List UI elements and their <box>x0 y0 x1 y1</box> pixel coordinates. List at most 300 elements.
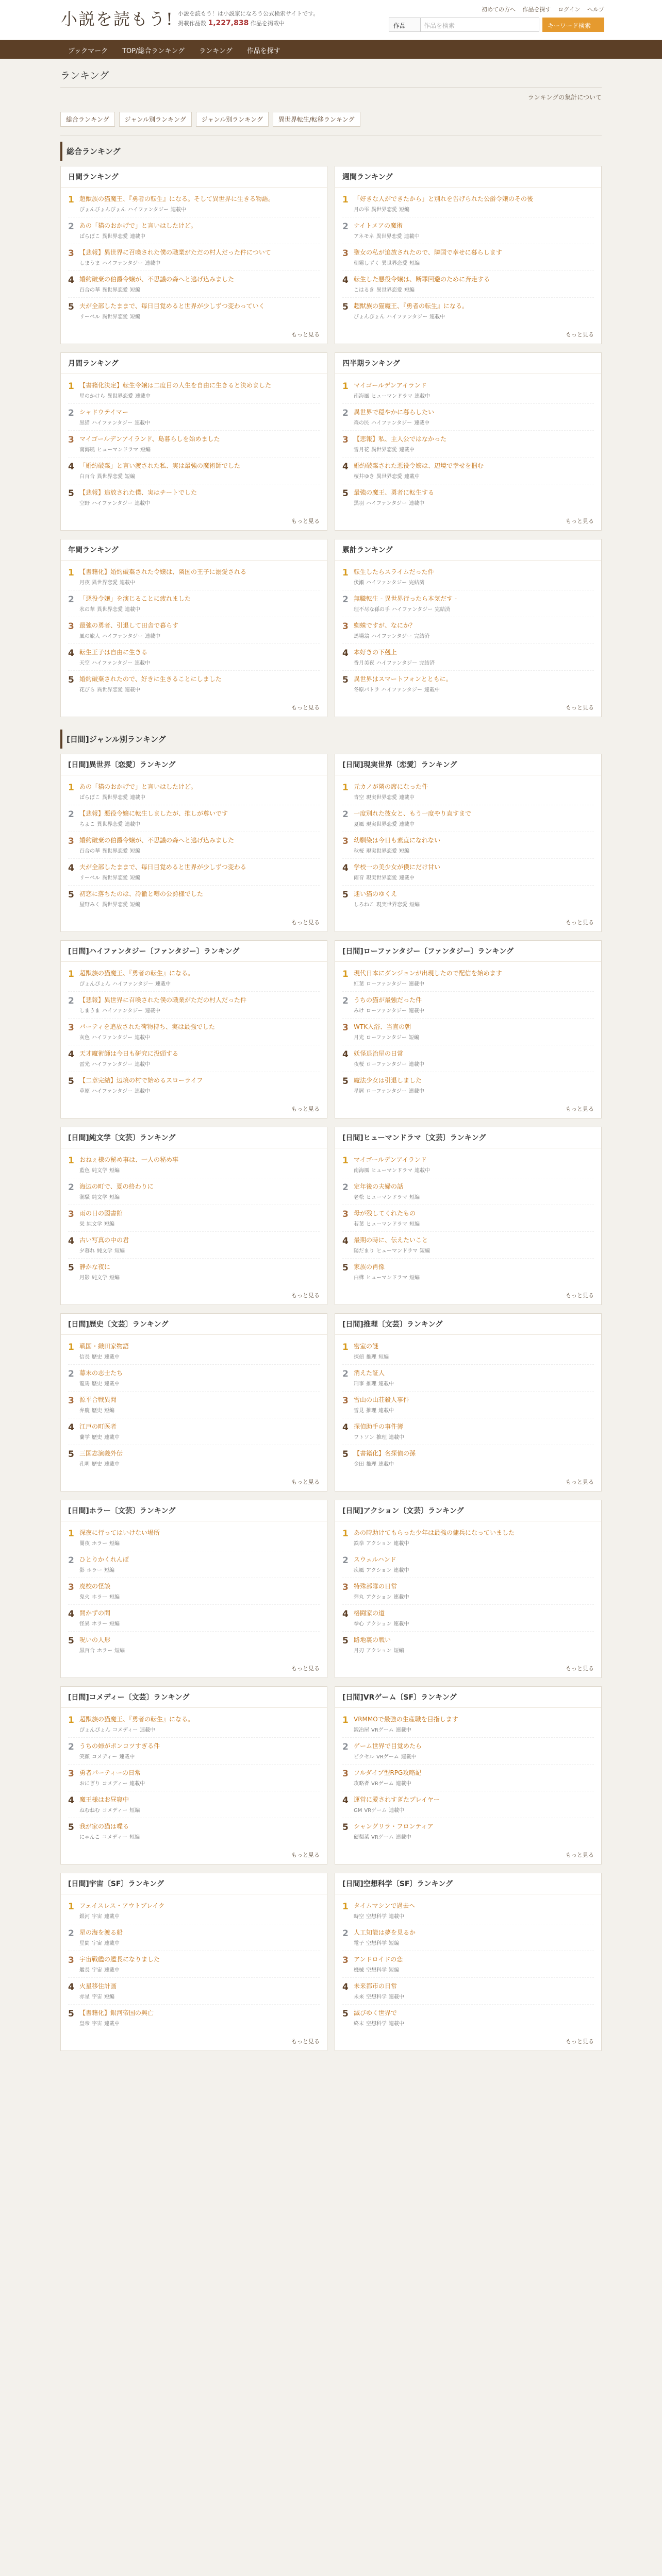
genre-label: ハイファンタジー <box>128 207 169 213</box>
author-link[interactable]: 孔明 <box>79 1462 90 1467</box>
author-link[interactable]: 藍色 <box>79 1168 90 1174</box>
tab-genre[interactable]: ジャンル別ランキング <box>119 112 192 127</box>
work-title-link[interactable]: 【書籍化決定】転生令嬢は二度目の人生を自由に生きると決めました <box>79 382 272 389</box>
work-title-link[interactable]: 雪山の山荘殺人事件 <box>354 1396 410 1403</box>
author-link[interactable]: 時空 <box>354 1914 364 1920</box>
work-title-link[interactable]: マイゴールデンアイランド <box>354 1156 427 1163</box>
work-title-link[interactable]: 【悲報】異世界に召喚された僕の職業がただの村人だった件 <box>79 996 247 1004</box>
more-link[interactable]: もっと見る <box>291 518 320 524</box>
author-link[interactable]: 信長 <box>79 1354 90 1360</box>
author-link[interactable]: 白百合 <box>79 474 95 480</box>
work-title-link[interactable]: 幼馴染は今日も素直になれない <box>354 837 441 844</box>
more-link[interactable]: もっと見る <box>291 919 320 926</box>
author-link[interactable]: 馬場翁 <box>354 634 369 639</box>
work-title-link[interactable]: 【悲報】追放された僕、実はチートでした <box>79 489 197 496</box>
author-link[interactable]: 秋桜 <box>354 849 364 854</box>
work-title-link[interactable]: 星の海を渡る船 <box>79 1929 123 1936</box>
work-title-link[interactable]: 婚約破棄されたので、好きに生きることにしました <box>79 675 222 683</box>
toplink-login[interactable]: ログイン <box>558 6 581 13</box>
status-label: 短編 <box>109 1595 120 1600</box>
author-link[interactable]: 雷光 <box>79 1062 90 1067</box>
work-title-link[interactable]: あの時助けてもらった少年は最強の傭兵になっていました <box>354 1529 515 1536</box>
work-title-link[interactable]: 蜘蛛ですが、なにか？ <box>354 622 416 629</box>
author-link[interactable]: 陽だまり <box>354 1248 374 1254</box>
author-link[interactable]: ぴょんぴょんぴょん <box>79 207 126 213</box>
work-title-link[interactable]: 婚約破棄の伯爵令嬢が、不思議の森へと逃げ込みました <box>79 837 235 844</box>
author-link[interactable]: 栞 <box>79 1222 85 1227</box>
author-link[interactable]: 怪異 <box>79 1621 90 1627</box>
work-title-link[interactable]: 無職転生 - 異世界行ったら本気だす - <box>354 595 457 602</box>
work-title-link[interactable]: 人工知能は夢を見るか <box>354 1929 416 1936</box>
work-title-link[interactable]: 深夜に行ってはいけない場所 <box>79 1529 160 1536</box>
ranking-card-title: 累計ランキング <box>335 539 601 561</box>
ranking-item-body <box>79 1236 320 1254</box>
author-link[interactable]: 刑事 <box>354 1381 364 1387</box>
work-title-link[interactable]: 探偵助手の事件簿 <box>354 1423 404 1430</box>
work-title-link[interactable]: タイムマシンで過去へ <box>354 1902 416 1909</box>
author-link[interactable]: 百合の華 <box>79 849 100 854</box>
author-link[interactable]: 硬梨菜 <box>354 1835 369 1840</box>
author-link[interactable]: 未来 <box>354 1994 364 2000</box>
work-meta <box>79 632 320 639</box>
author-link[interactable]: 闇夜 <box>79 1541 90 1547</box>
nav-bookmark[interactable]: ブックマーク <box>68 47 108 55</box>
work-title-link[interactable]: 我が家の猫は喋る <box>79 1823 129 1830</box>
author-link[interactable]: 桜井ゆき <box>354 474 374 480</box>
more-link[interactable]: もっと見る <box>566 919 594 926</box>
author-link[interactable]: 風の旅人 <box>79 634 100 639</box>
author-link[interactable]: 南海風 <box>79 447 95 453</box>
work-title-link[interactable]: 一度別れた彼女と、もう一度やり直すまで <box>354 810 472 817</box>
ranking-item <box>342 217 594 244</box>
status-label: 連載中 <box>125 687 140 693</box>
work-meta <box>354 259 594 266</box>
ranking-item <box>68 1791 320 1818</box>
author-link[interactable]: 鬼火 <box>79 1595 90 1600</box>
work-title-link[interactable]: 呪いの人形 <box>79 1636 111 1643</box>
toplink-search[interactable]: 作品を探す <box>522 6 551 13</box>
more-link[interactable]: もっと見る <box>291 1665 320 1672</box>
author-link[interactable]: 影 <box>79 1568 85 1573</box>
ranking-item-body <box>79 648 320 666</box>
more-link[interactable]: もっと見る <box>566 518 594 524</box>
ranking-item <box>342 1151 594 1178</box>
ranking-item <box>68 1045 320 1072</box>
work-title-link[interactable]: 最強の勇者、引退して田舎で暮らす <box>79 622 179 629</box>
author-link[interactable]: 冬原パトラ <box>354 687 379 693</box>
author-link[interactable]: 機械 <box>354 1968 364 1973</box>
more-link[interactable]: もっと見る <box>566 331 594 338</box>
rank-number: 2 <box>342 1182 349 1193</box>
author-link[interactable]: 紅葉 <box>354 981 364 987</box>
work-title-link[interactable]: 「好きな人ができたから」と別れを告げられた公爵令嬢のその後 <box>354 195 534 202</box>
author-link[interactable]: 月影 <box>79 1275 90 1281</box>
author-link[interactable]: しろねこ <box>354 902 374 908</box>
ranking-item-body <box>79 1342 320 1360</box>
author-link[interactable]: GM <box>354 1808 362 1814</box>
work-title-link[interactable]: 戦国・織田家物語 <box>79 1343 129 1350</box>
author-link[interactable]: ピクセル <box>354 1754 374 1760</box>
more-link[interactable]: もっと見る <box>566 1665 594 1672</box>
author-link[interactable]: 白樺 <box>354 1275 364 1281</box>
work-title-link[interactable]: あの「猫のおかげで」と言いはしたけど。 <box>79 222 197 229</box>
author-link[interactable]: 龍馬 <box>79 1381 90 1387</box>
author-link[interactable]: 南海風 <box>354 1168 369 1174</box>
work-title-link[interactable]: 婚約破棄の伯爵令嬢が、不思議の森へと逃げ込みました <box>79 276 235 283</box>
author-link[interactable]: 星のかけら <box>79 394 105 399</box>
author-link[interactable]: 天空 <box>79 660 90 666</box>
work-title-link[interactable]: 廃校の怪談 <box>79 1583 111 1590</box>
genre-label: 異世界恋愛 <box>382 261 407 266</box>
author-link[interactable]: 灰色 <box>79 1035 90 1041</box>
work-title-link[interactable]: うちの猫が最強だった件 <box>354 996 422 1004</box>
work-title-link[interactable]: 幕末の志士たち <box>79 1369 123 1377</box>
work-title-link[interactable]: あの「猫のおかげで」と言いはしたけど。 <box>79 783 197 790</box>
author-link[interactable]: 皇帝 <box>79 2021 90 2027</box>
work-title-link[interactable]: 超獣族の猫魔王、『勇者の転生』になる。 <box>79 1716 194 1723</box>
work-title-link[interactable]: 元カノが隣の席になった件 <box>354 783 428 790</box>
rank-number: 2 <box>68 595 74 605</box>
genre-label: 異世界恋愛 <box>371 207 397 213</box>
genre-label: 純文学 <box>87 1222 102 1227</box>
work-title-link[interactable]: 夫が全部したままで、毎日目覚めると世界が少しずつ変わる <box>79 863 246 871</box>
work-title-link[interactable]: 現代日本にダンジョンが出現したので配信を始めます <box>354 970 502 977</box>
work-title-link[interactable]: 婚約破棄された悪役令嬢は、辺境で幸せを掴む <box>354 462 484 469</box>
rank-number: 3 <box>342 836 349 846</box>
tab-isekai[interactable]: 異世界転生/転移ランキング <box>273 112 360 127</box>
work-title-link[interactable]: 運営に愛されすぎたプレイヤー <box>354 1796 440 1803</box>
genre-label: ハイファンタジー <box>102 261 143 266</box>
work-title-link[interactable]: 「婚約破棄」と言い渡された私、実は最強の魔術師でした <box>79 462 241 469</box>
work-title-link[interactable]: 江戸の町医者 <box>79 1423 117 1430</box>
author-link[interactable]: 鍛冶屋 <box>354 1727 369 1733</box>
genre-label: ハイファンタジー <box>387 314 428 320</box>
author-link[interactable]: おにぎり <box>79 1781 100 1787</box>
work-title-link[interactable]: 特殊部隊の日常 <box>354 1583 398 1590</box>
work-title-link[interactable]: ゲーム世界で目覚めたら <box>354 1742 422 1750</box>
work-title-link[interactable]: 【悲報】私、主人公ではなかった <box>354 435 447 443</box>
author-link[interactable]: 若葉 <box>354 1222 364 1227</box>
author-link[interactable]: 夏風 <box>354 822 364 827</box>
status-label: 連載中 <box>393 1621 409 1627</box>
author-link[interactable]: 弁慶 <box>79 1408 90 1414</box>
work-meta <box>354 312 594 320</box>
author-link[interactable]: 黒百合 <box>79 1648 95 1654</box>
author-link[interactable]: 老松 <box>354 1195 364 1200</box>
ranking-item-body <box>354 488 594 506</box>
author-link[interactable]: 星間 <box>79 1941 90 1946</box>
author-link[interactable]: リーベル <box>79 875 100 881</box>
work-title-link[interactable]: 家族の肖像 <box>354 1263 385 1270</box>
site-header <box>0 0 662 40</box>
work-title-link[interactable]: 【書籍化】銀河帝国の興亡 <box>79 2009 154 2016</box>
ranking-item-body <box>354 1902 594 1920</box>
rank-number: 2 <box>342 408 349 418</box>
work-title-link[interactable]: 最期の時に、伝えたいこと <box>354 1236 428 1244</box>
author-link[interactable]: 探偵 <box>354 1354 364 1360</box>
author-link[interactable]: 星野みく <box>79 902 100 908</box>
ranking-card <box>335 1500 602 1678</box>
author-link[interactable]: 拳心 <box>354 1621 364 1627</box>
author-link[interactable]: ねむねむ <box>79 1808 100 1814</box>
work-title-link[interactable]: 母が残してくれたもの <box>354 1210 416 1217</box>
work-title-link[interactable]: 転生したらスライムだった件 <box>354 568 434 575</box>
work-title-link[interactable]: シャドウテイマー <box>79 409 128 416</box>
ranking-item-body <box>79 1582 320 1600</box>
work-title-link[interactable]: ナイトメアの魔術 <box>354 222 403 229</box>
more-link[interactable]: もっと見る <box>566 1479 594 1485</box>
genre-label: コメディー <box>92 1754 118 1760</box>
work-title-link[interactable]: アンドロイドの恋 <box>354 1956 403 1963</box>
ranking-item <box>342 1338 594 1365</box>
author-link[interactable]: 伏瀬 <box>354 580 364 586</box>
author-link[interactable]: ワトソン <box>354 1435 374 1440</box>
work-title-link[interactable]: 【書籍化】婚約破棄された令嬢は、隣国の王子に溺愛される <box>79 568 247 575</box>
work-title-link[interactable]: 異世界はスマートフォンとともに。 <box>354 675 452 683</box>
work-title-link[interactable]: フルダイブ型RPG攻略記 <box>354 1769 422 1776</box>
author-link[interactable]: 鉄拳 <box>354 1541 364 1547</box>
work-title-link[interactable]: 未来都市の日常 <box>354 1982 398 1990</box>
nav-search[interactable]: 作品を探す <box>246 47 280 55</box>
work-title-link[interactable]: 学校一の美少女が僕にだけ甘い <box>354 863 441 871</box>
work-title-link[interactable]: WTK入浴、当直の朝 <box>354 1023 411 1030</box>
author-link[interactable]: リーベル <box>79 314 100 320</box>
ranking-item <box>342 1897 594 1924</box>
author-link[interactable]: ぴょんぴょん <box>79 1727 110 1733</box>
site-logo[interactable]: 小説を読もう! <box>61 9 174 29</box>
work-title-link[interactable]: 妖怪退治屋の日常 <box>354 1050 404 1057</box>
author-link[interactable]: 蘭学 <box>79 1435 90 1440</box>
author-link[interactable]: 朝霧しずく <box>354 261 379 266</box>
status-label: 連載中 <box>119 1754 135 1760</box>
ranking-item <box>68 1765 320 1791</box>
author-link[interactable]: 笑顔 <box>79 1754 90 1760</box>
author-link[interactable]: 艦長 <box>79 1968 90 1973</box>
rank-number: 1 <box>68 381 74 392</box>
rank-number: 5 <box>68 890 74 900</box>
search-input[interactable]: 作品を検索 <box>421 18 539 32</box>
author-link[interactable]: みけ <box>354 1008 364 1014</box>
ranking-item-body <box>79 809 320 827</box>
search-type-select[interactable]: 作品 <box>389 18 421 32</box>
author-link[interactable]: 黒羽 <box>354 501 364 506</box>
ranking-list <box>61 561 327 699</box>
work-title-link[interactable]: 古い写真の中の君 <box>79 1236 129 1244</box>
work-title-link[interactable]: 格闘家の道 <box>354 1609 385 1617</box>
work-title-link[interactable]: 超獣族の猫魔王、『勇者の転生』になる。 <box>79 970 194 977</box>
work-title-link[interactable]: マイゴールデンアイランド、島暮らしを始めました <box>79 435 220 443</box>
author-link[interactable]: 月の雫 <box>354 207 369 213</box>
work-title-link[interactable]: シャングリラ・フロンティア <box>354 1823 434 1830</box>
genre-label: ヒューマンドラマ <box>366 1275 407 1281</box>
author-link[interactable]: 森の民 <box>354 420 369 426</box>
work-meta <box>79 1646 320 1654</box>
more-link[interactable]: もっと見る <box>291 331 320 338</box>
work-meta <box>79 1806 320 1814</box>
author-link[interactable]: 雪見 <box>354 1408 364 1414</box>
work-title-link[interactable]: 天才魔術師は今日も研究に没頭する <box>79 1050 179 1057</box>
work-title-link[interactable]: 最強の魔王、勇者に転生する <box>354 489 435 496</box>
author-link[interactable]: 理不尽な孫の手 <box>354 607 390 613</box>
work-title-link[interactable]: おねぇ様の秘め事は、一人の秘め事 <box>79 1156 179 1163</box>
ranking-item <box>342 805 594 832</box>
toplink-help[interactable]: ヘルプ <box>587 6 604 13</box>
work-title-link[interactable]: 初恋に落ちたのは、冷徹と噂の公爵様でした <box>79 890 204 897</box>
ranking-list <box>335 188 601 326</box>
more-link[interactable]: もっと見る <box>566 2038 594 2045</box>
author-link[interactable]: 空野 <box>79 501 90 506</box>
more-link[interactable]: もっと見る <box>566 1106 594 1112</box>
author-link[interactable]: 雪月花 <box>354 447 369 453</box>
rank-number: 3 <box>68 836 74 846</box>
work-title-link[interactable]: 【二章完結】辺境の村で始めるスローライフ <box>79 1077 203 1084</box>
work-title-link[interactable]: 開かずの間 <box>79 1609 111 1617</box>
author-link[interactable]: ぱらぼこ <box>79 795 100 801</box>
author-link[interactable]: 金田 <box>354 1462 364 1467</box>
genre-label: 異世界恋愛 <box>102 234 128 240</box>
more-link[interactable]: もっと見る <box>566 704 594 711</box>
ranking-item <box>342 1205 594 1232</box>
work-title-link[interactable]: 魔王様はお昼寝中 <box>79 1796 129 1803</box>
work-title-link[interactable]: パーティを追放された荷物持ち、実は最強でした <box>79 1023 216 1030</box>
author-link[interactable]: 星屑 <box>354 1089 364 1094</box>
work-title-link[interactable]: 宇宙戦艦の艦長になりました <box>79 1956 160 1963</box>
author-link[interactable]: 香月美夜 <box>354 660 374 666</box>
author-link[interactable]: しまうま <box>79 1008 100 1014</box>
work-title-link[interactable]: 超獣族の猫魔王、『勇者の転生』になる。 <box>354 302 469 310</box>
author-link[interactable]: 電子 <box>354 1941 364 1946</box>
more-link[interactable]: もっと見る <box>291 1852 320 1858</box>
more-link[interactable]: もっと見る <box>291 2038 320 2045</box>
nav-top[interactable]: TOP/総合ランキング <box>122 47 185 55</box>
work-title-link[interactable]: 本好きの下剋上 <box>354 649 398 656</box>
author-link[interactable]: 百合の華 <box>79 287 100 293</box>
author-link[interactable]: 月光 <box>354 1035 364 1041</box>
work-title-link[interactable]: 定年後の夫婦の話 <box>354 1183 404 1190</box>
author-link[interactable]: 終末 <box>354 2021 364 2027</box>
work-meta <box>354 232 594 240</box>
more-link[interactable]: もっと見る <box>566 1292 594 1299</box>
work-title-link[interactable]: うちの姉がポンコツすぎる件 <box>79 1742 160 1750</box>
author-link[interactable]: 月夜 <box>79 580 90 586</box>
author-link[interactable]: 潮騒 <box>79 1195 90 1200</box>
work-title-link[interactable]: 魔法少女は引退しました <box>354 1077 422 1084</box>
author-link[interactable]: にゃんこ <box>79 1835 100 1840</box>
author-link[interactable]: ぴょんぴょん <box>79 981 110 987</box>
work-meta <box>354 418 594 426</box>
author-link[interactable]: 夕暮れ <box>79 1248 95 1254</box>
work-title-link[interactable]: 超獣族の猫魔王、『勇者の転生』になる。そして異世界に生きる物語。 <box>79 195 275 202</box>
author-link[interactable]: 月刃 <box>354 1648 364 1654</box>
ranking-item <box>68 644 320 671</box>
author-link[interactable]: 草原 <box>79 1089 90 1094</box>
more-link[interactable]: もっと見る <box>291 1106 320 1112</box>
author-link[interactable]: 疾風 <box>354 1568 364 1573</box>
author-link[interactable]: 赤星 <box>79 1994 90 2000</box>
work-meta <box>79 205 320 213</box>
work-title-link[interactable]: 滅びゆく世界で <box>354 2009 398 2016</box>
author-link[interactable]: 南海風 <box>354 394 369 399</box>
work-title-link[interactable]: 火星移住計画 <box>79 1982 117 1990</box>
author-link[interactable]: 夜桜 <box>354 1062 364 1067</box>
work-title-link[interactable]: 静かな夜に <box>79 1263 111 1270</box>
author-link[interactable]: こはるき <box>354 287 374 293</box>
more-link[interactable]: もっと見る <box>566 1852 594 1858</box>
tab-genre-2[interactable]: ジャンル別ランキング <box>196 112 269 127</box>
work-title-link[interactable]: マイゴールデンアイランド <box>354 382 427 389</box>
author-link[interactable]: 氷の華 <box>79 607 95 613</box>
work-title-link[interactable]: 雨の日の図書館 <box>79 1210 123 1217</box>
nav-ranking[interactable]: ランキング <box>199 47 233 55</box>
work-title-link[interactable]: 路地裏の戦い <box>354 1636 391 1643</box>
work-meta <box>354 846 594 854</box>
more-link[interactable]: もっと見る <box>291 1479 320 1485</box>
rank-number: 4 <box>342 1795 349 1806</box>
work-title-link[interactable]: 「悪役令嬢」を演じることに疲れました <box>79 595 191 602</box>
author-link[interactable]: ぴょんぴょん <box>354 314 385 320</box>
author-link[interactable]: しまうま <box>79 261 100 266</box>
work-title-link[interactable]: 勇者パーティーの日常 <box>79 1769 141 1776</box>
work-title-link[interactable]: ひとりかくれんぼ <box>79 1556 129 1563</box>
rank-number: 4 <box>342 863 349 873</box>
work-title-link[interactable]: スウェルハンド <box>354 1556 396 1563</box>
work-title-link[interactable]: 聖女の私が追放されたので、隣国で幸せに暮らします <box>354 249 502 256</box>
work-title-link[interactable]: 転生した悪役令嬢は、断罪回避のために奔走する <box>354 276 490 283</box>
ranking-item <box>342 484 594 511</box>
work-title-link[interactable]: 海辺の町で、夏の終わりに <box>79 1183 154 1190</box>
search-button[interactable]: キーワード検索 <box>542 18 604 32</box>
work-title-link[interactable]: 【悲報】異世界に召喚された僕の職業がただの村人だった件について <box>79 249 271 256</box>
work-title-link[interactable]: 三国志演義外伝 <box>79 1450 123 1457</box>
work-title-link[interactable]: 夫が全部したままで、毎日目覚めると世界が少しずつ変わっていく <box>79 302 265 310</box>
genre-label: 異世界恋愛 <box>97 474 123 480</box>
more-link[interactable]: もっと見る <box>291 1292 320 1299</box>
work-title-link[interactable]: 【悲報】悪役令嬢に転生しましたが、推しが尊いです <box>79 810 228 817</box>
toplink-guide[interactable]: 初めての方へ <box>482 6 516 13</box>
ranking-item-body <box>354 1422 594 1440</box>
ranking-info-link[interactable]: ランキングの集計について <box>527 94 602 101</box>
work-title-link[interactable]: 異世界で穏やかに暮らしたい <box>354 409 435 416</box>
ranking-card-title: [日間]ヒューマンドラマ〔文芸〕ランキング <box>335 1127 601 1148</box>
status-label: 短編 <box>420 1248 430 1254</box>
work-title-link[interactable]: 密室の謎 <box>354 1343 379 1350</box>
author-link[interactable]: 花びら <box>79 687 95 693</box>
author-link[interactable]: 黒猫 <box>79 420 90 426</box>
status-label: 短編 <box>409 1275 420 1281</box>
more-link[interactable]: もっと見る <box>291 704 320 711</box>
rank-number: 2 <box>342 1928 349 1939</box>
work-title-link[interactable]: 【書籍化】名探偵の孫 <box>354 1450 416 1457</box>
tab-overall[interactable]: 総合ランキング <box>60 112 115 127</box>
author-link[interactable]: 攻略者 <box>354 1781 369 1787</box>
work-title-link[interactable]: 転生王子は自由に生きる <box>79 649 148 656</box>
ranking-item <box>342 1365 594 1392</box>
work-title-link[interactable]: 源平合戦異聞 <box>79 1396 117 1403</box>
work-title-link[interactable]: フェイスレス・アウトブレイク <box>79 1902 165 1909</box>
author-link[interactable]: ぱらぼこ <box>79 234 100 240</box>
author-link[interactable]: 青空 <box>354 795 364 801</box>
author-link[interactable]: 銀河 <box>79 1914 90 1920</box>
author-link[interactable]: アネモネ <box>354 234 374 240</box>
author-link[interactable]: 弾丸 <box>354 1595 364 1600</box>
author-link[interactable]: 雨音 <box>354 875 364 881</box>
ranking-item <box>342 886 594 912</box>
work-title-link[interactable]: 迷い猫のゆくえ <box>354 890 398 897</box>
author-link[interactable]: ちよこ <box>79 822 95 827</box>
work-title-link[interactable]: VRMMOで最強の生産職を目指します <box>354 1716 458 1723</box>
ranking-item <box>68 859 320 886</box>
work-title-link[interactable]: 消えた証人 <box>354 1369 385 1377</box>
